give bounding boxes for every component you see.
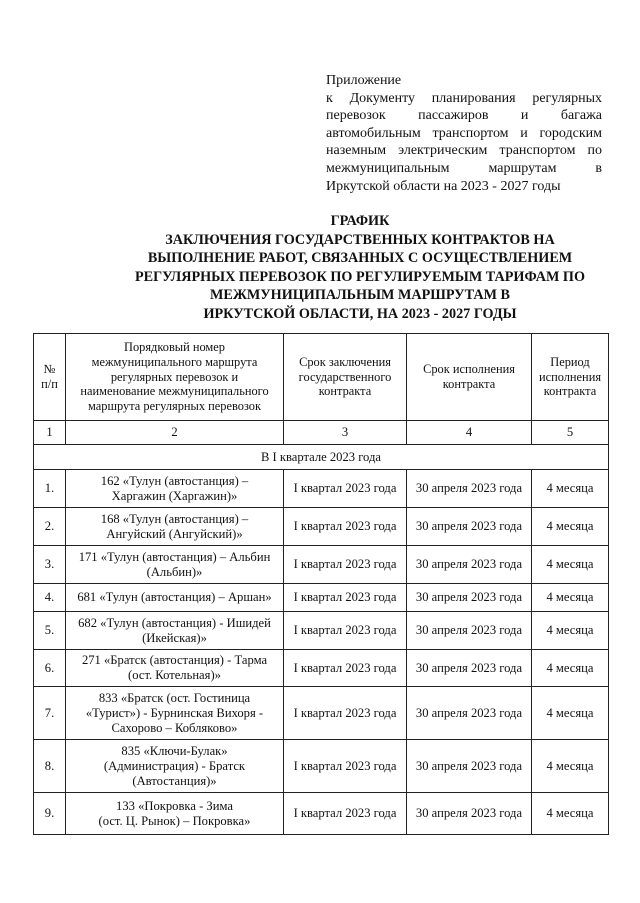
route-name: 835 «Ключи-Булак» (Администрация) - Братск (Автостанция)»: [66, 740, 284, 793]
column-number: 1: [34, 421, 66, 445]
conclusion-term: I квартал 2023 года: [284, 687, 407, 740]
route-name: 171 «Тулун (автостанция) – Альбин (Альбин)»: [66, 546, 284, 584]
schedule-table: [33, 333, 609, 835]
conclusion-term: I квартал 2023 года: [284, 650, 407, 687]
header-cell-period: Период исполнения контракта: [532, 334, 609, 421]
table-row: [34, 793, 609, 835]
conclusion-term: I квартал 2023 года: [284, 740, 407, 793]
header-cell-execution-term: Срок исполнения контракта: [407, 334, 532, 421]
execution-period: 4 месяца: [532, 612, 609, 650]
document-title: [90, 212, 630, 324]
execution-term: 30 апреля 2023 года: [407, 546, 532, 584]
appendix-note: [326, 72, 602, 195]
route-name: 681 «Тулун (автостанция) – Аршан»: [66, 584, 284, 612]
route-name: 168 «Тулун (автостанция) – Ангуйский (Ангуйский)»: [66, 508, 284, 546]
appendix-line: перевозок пассажиров и багажа: [326, 108, 602, 124]
column-number-row: [34, 421, 609, 445]
header-cell-conclusion-term: Срок заключения государственного контракта: [284, 334, 407, 421]
route-name: 271 «Братск (автостанция) - Тарма (ост. Котельная)»: [66, 650, 284, 687]
title-line: ГРАФИК: [330, 213, 390, 229]
title-line: ЗАКЛЮЧЕНИЯ ГОСУДАРСТВЕННЫХ КОНТРАКТОВ НА: [165, 231, 555, 248]
row-number: 2.: [34, 508, 66, 546]
section-label: В I квартале 2023 года: [34, 445, 609, 470]
column-number: 2: [66, 421, 284, 445]
table-row: [34, 546, 609, 584]
row-number: 3.: [34, 546, 66, 584]
conclusion-term: I квартал 2023 года: [284, 546, 407, 584]
execution-period: 4 месяца: [532, 650, 609, 687]
table-row: [34, 650, 609, 687]
title-line: ВЫПОЛНЕНИЕ РАБОТ, СВЯЗАННЫХ С ОСУЩЕСТВЛЕНИЕМ: [147, 250, 573, 267]
execution-period: 4 месяца: [532, 508, 609, 546]
table-row: [34, 584, 609, 612]
execution-term: 30 апреля 2023 года: [407, 470, 532, 508]
execution-term: 30 апреля 2023 года: [407, 687, 532, 740]
column-number: 3: [284, 421, 407, 445]
appendix-line: к Документу планирования регулярных: [326, 90, 602, 106]
execution-term: 30 апреля 2023 года: [407, 650, 532, 687]
conclusion-term: I квартал 2023 года: [284, 612, 407, 650]
table-row: [34, 508, 609, 546]
table-row: [34, 470, 609, 508]
route-name: 833 «Братск (ост. Гостиница «Турист») - Бурнинская Вихоря - Сахорово – Кобляково»: [66, 687, 284, 740]
table-row: [34, 740, 609, 793]
conclusion-term: I квартал 2023 года: [284, 470, 407, 508]
row-number: 6.: [34, 650, 66, 687]
execution-term: 30 апреля 2023 года: [407, 612, 532, 650]
table-header-row: [34, 334, 609, 421]
appendix-line: автомобильным транспортом и городским: [326, 125, 602, 141]
table-row: [34, 612, 609, 650]
appendix-line: межмуниципальным маршрутам в: [326, 160, 602, 176]
header-cell-route: Порядковый номер межмуниципального маршрута регулярных перевозок и наименование межмуниципального маршрута регулярных перевозок: [66, 334, 284, 421]
header-cell-number: № п/п: [34, 334, 66, 421]
section-row: [34, 445, 609, 470]
title-line: МЕЖМУНИЦИПАЛЬНЫМ МАРШРУТАМ В: [210, 287, 510, 304]
column-number: 4: [407, 421, 532, 445]
conclusion-term: I квартал 2023 года: [284, 793, 407, 835]
row-number: 7.: [34, 687, 66, 740]
conclusion-term: I квартал 2023 года: [284, 508, 407, 546]
row-number: 9.: [34, 793, 66, 835]
appendix-line: Приложение: [326, 73, 402, 88]
route-name: 682 «Тулун (автостанция) - Ишидей (Икейская)»: [66, 612, 284, 650]
execution-period: 4 месяца: [532, 687, 609, 740]
execution-term: 30 апреля 2023 года: [407, 508, 532, 546]
route-name: 133 «Покровка - Зима (ост. Ц. Рынок) – Покровка»: [66, 793, 284, 835]
column-number: 5: [532, 421, 609, 445]
execution-period: 4 месяца: [532, 793, 609, 835]
row-number: 8.: [34, 740, 66, 793]
execution-period: 4 месяца: [532, 740, 609, 793]
execution-period: 4 месяца: [532, 546, 609, 584]
execution-term: 30 апреля 2023 года: [407, 740, 532, 793]
route-name: 162 «Тулун (автостанция) – Харгажин (Харгажин)»: [66, 470, 284, 508]
title-line: ИРКУТСКОЙ ОБЛАСТИ, НА 2023 - 2027 ГОДЫ: [203, 305, 517, 322]
title-line: РЕГУЛЯРНЫХ ПЕРЕВОЗОК ПО РЕГУЛИРУЕМЫМ ТАРИФАМ ПО: [134, 268, 586, 285]
appendix-line: наземным электрическим транспортом по: [326, 143, 602, 159]
row-number: 1.: [34, 470, 66, 508]
execution-period: 4 месяца: [532, 584, 609, 612]
row-number: 5.: [34, 612, 66, 650]
row-number: 4.: [34, 584, 66, 612]
table-row: [34, 687, 609, 740]
execution-term: 30 апреля 2023 года: [407, 584, 532, 612]
conclusion-term: I квартал 2023 года: [284, 584, 407, 612]
appendix-line: Иркутской области на 2023 - 2027 годы: [326, 178, 561, 194]
execution-term: 30 апреля 2023 года: [407, 793, 532, 835]
execution-period: 4 месяца: [532, 470, 609, 508]
